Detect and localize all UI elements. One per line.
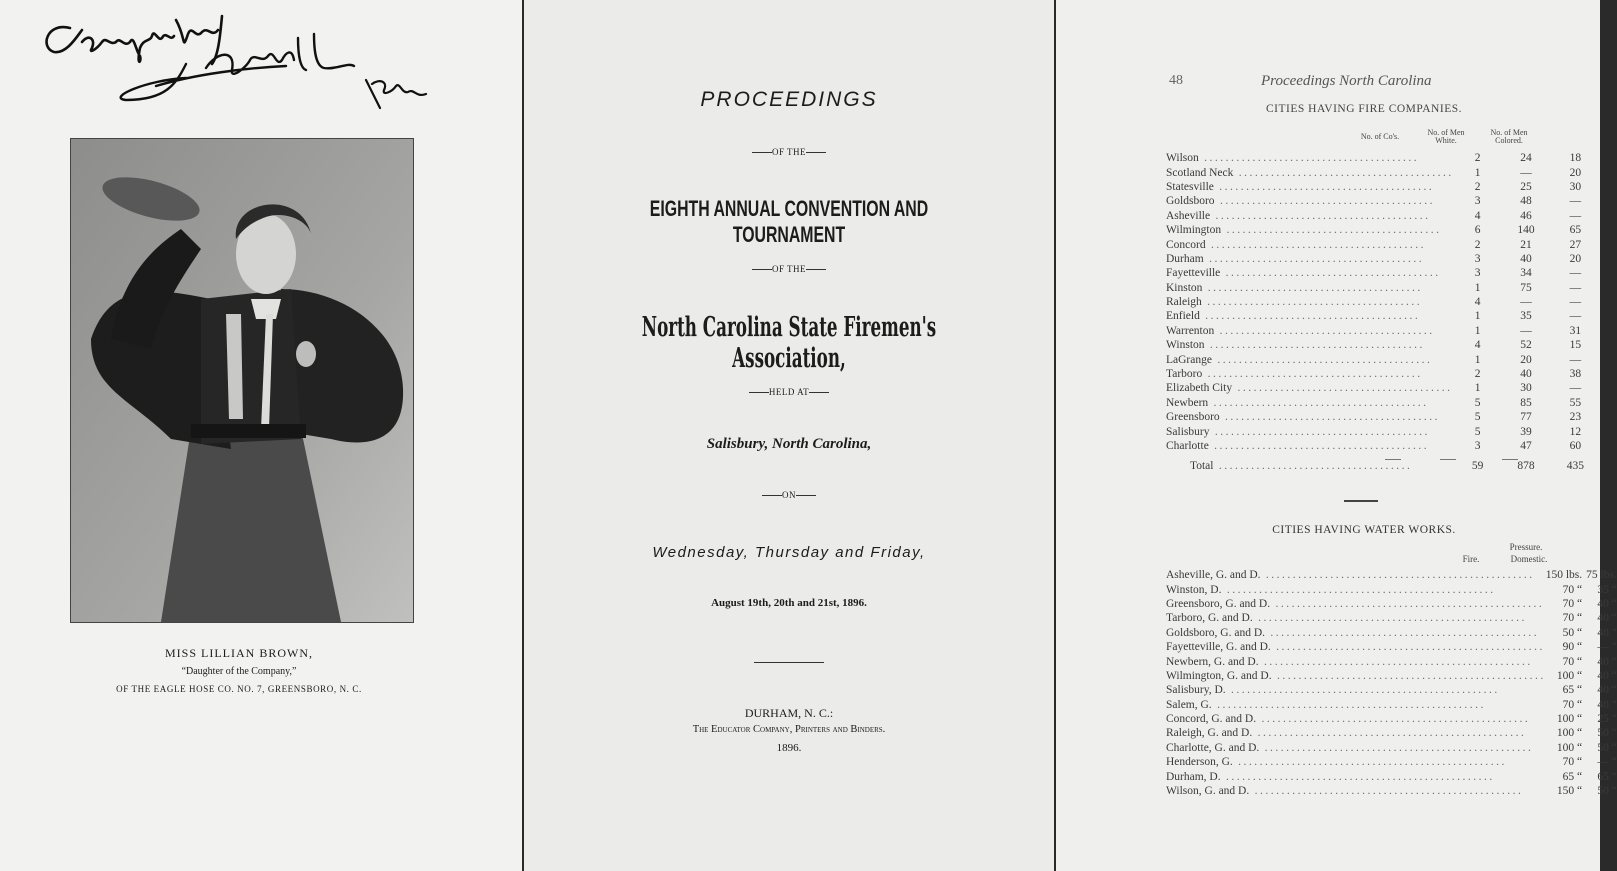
total-rule-white: [1440, 459, 1456, 460]
city-name: Newbern, G. and D.: [1166, 655, 1259, 668]
cell-white: 75: [1520, 281, 1532, 294]
cell-colored: 20: [1569, 166, 1582, 179]
cell-cos: 2: [1474, 238, 1481, 251]
cell-colored: —: [1569, 267, 1582, 280]
city-cell: [1166, 640, 1546, 654]
cell-colored: —: [1569, 296, 1582, 309]
city-cell: [1166, 582, 1546, 596]
cell-white: 24: [1520, 152, 1532, 165]
cell-white: 52: [1520, 339, 1532, 352]
cell-cos: 4: [1474, 296, 1481, 309]
domestic-pressure: 50 “: [1597, 741, 1617, 754]
leader-dots: ........................................: [1205, 238, 1426, 251]
cell-colored: 27: [1569, 238, 1582, 251]
total-rule-cos: [1385, 459, 1401, 460]
table-row: [1166, 769, 1617, 783]
cell-cos: 1: [1474, 353, 1481, 366]
leader-dots: ........................................: [1214, 324, 1435, 337]
table-row: [1166, 352, 1600, 366]
cell-colored: —: [1569, 281, 1582, 294]
fire-pressure: 150 “: [1556, 785, 1583, 798]
publisher-city: DURHAM, N. C.:: [744, 706, 834, 720]
table-row: [1166, 568, 1617, 582]
city-cell: [1166, 180, 1454, 194]
domestic-pressure: — “: [1597, 756, 1617, 769]
table-row: [1166, 396, 1600, 410]
city-name: Wilmington, G. and D.: [1166, 669, 1272, 682]
domestic-pressure: 40 “: [1597, 655, 1617, 668]
city-name: Fayetteville, G. and D.: [1166, 641, 1271, 654]
city-name: Charlotte, G. and D.: [1166, 741, 1260, 754]
leader-dots: ........................................: [1204, 339, 1425, 352]
leader-dots: ..................................................: [1252, 612, 1527, 625]
table-row: [1166, 209, 1600, 223]
city-cell: [1166, 252, 1454, 266]
cell-cos: 5: [1474, 396, 1481, 409]
city-cell: [1166, 309, 1454, 323]
fire-pressure: 70 “: [1562, 756, 1583, 769]
total-row: [1166, 459, 1600, 473]
header-men-colored: No. of Men Colored.: [1490, 128, 1528, 145]
leader-dots: ..................................................: [1259, 741, 1534, 754]
fire-pressure: 70 “: [1562, 612, 1583, 625]
cell-colored: 23: [1569, 411, 1582, 424]
city-name: Fayetteville: [1166, 267, 1221, 280]
cell-colored: 55: [1569, 396, 1582, 409]
city-name: Salem, G.: [1166, 698, 1212, 711]
table-row: [1166, 611, 1617, 625]
of-the-text-1: OF THE: [771, 147, 807, 157]
association-title: North Carolina State Firemen's Association,: [641, 312, 937, 374]
table-row: [1166, 324, 1600, 338]
frontispiece-page: [0, 0, 522, 871]
cell-cos: 5: [1474, 425, 1481, 438]
table-row: [1166, 309, 1600, 323]
cell-cos: 2: [1474, 180, 1481, 193]
convention-place: Salisbury, North Carolina,: [706, 436, 872, 452]
table-row: [1166, 582, 1617, 596]
leader-dots: ........................................: [1233, 166, 1454, 179]
table-row: [1166, 640, 1617, 654]
cell-colored: 65: [1569, 224, 1582, 237]
header-men-white: No. of Men White.: [1427, 128, 1465, 145]
cell-colored: —: [1569, 209, 1582, 222]
cell-colored: 31: [1569, 324, 1582, 337]
table-row: [1166, 223, 1600, 237]
city-cell: [1166, 396, 1454, 410]
running-title: Proceedings North Carolina: [1261, 73, 1432, 89]
separator-of-the-1: [524, 147, 1054, 157]
city-cell: [1166, 755, 1546, 769]
proceedings-heading: PROCEEDINGS: [700, 88, 878, 111]
cell-cos: 1: [1474, 382, 1481, 395]
city-name: Asheville: [1166, 209, 1211, 222]
city-cell: [1166, 194, 1454, 208]
header-domestic: Domestic.: [1510, 554, 1548, 564]
city-name: Tarboro: [1166, 368, 1203, 381]
city-cell: [1166, 424, 1454, 438]
total-label: Total: [1190, 460, 1214, 473]
publisher-year: 1896.: [776, 742, 802, 754]
fire-pressure: 100 “: [1556, 741, 1583, 754]
cell-white: 48: [1520, 195, 1532, 208]
cell-colored: —: [1569, 382, 1582, 395]
water-works-table: [1166, 568, 1617, 798]
city-cell: [1166, 352, 1454, 366]
leader-dots: ........................................: [1208, 396, 1429, 409]
cell-colored: 60: [1569, 440, 1582, 452]
title-page: [524, 0, 1054, 871]
city-cell: [1166, 769, 1546, 783]
city-name: Durham, D.: [1166, 770, 1221, 783]
header-pressure: Pressure.: [1509, 542, 1543, 552]
cell-colored: 18: [1569, 152, 1582, 165]
city-name: Kinston: [1166, 281, 1203, 294]
leader-dots: ..................................................: [1270, 597, 1545, 610]
city-name: Tarboro, G. and D.: [1166, 612, 1253, 625]
city-name: Wilson: [1166, 152, 1199, 165]
city-cell: [1166, 338, 1454, 352]
fire-pressure: 65 “: [1562, 684, 1583, 697]
total-rule-colored: [1502, 459, 1518, 460]
header-fire: Fire.: [1462, 554, 1480, 564]
publisher-name: The Educator Company, Printers and Binders.: [692, 724, 886, 735]
city-name: Salisbury, D.: [1166, 684, 1226, 697]
city-name: Asheville, G. and D.: [1166, 569, 1261, 582]
separator-of-the-2: [524, 264, 1054, 274]
fire-companies-heading: CITIES HAVING FIRE COMPANIES.: [1266, 103, 1462, 115]
fire-pressure: 70 “: [1562, 655, 1583, 668]
leader-dots: ........................................: [1201, 296, 1423, 309]
convention-days: Wednesday, Thursday and Friday,: [652, 544, 926, 561]
of-the-text-2: OF THE: [771, 264, 807, 274]
fire-pressure: 50 “: [1562, 626, 1583, 639]
table-row: [1166, 669, 1617, 683]
leader-dots: ........................................: [1199, 310, 1421, 323]
cell-white: 35: [1520, 310, 1532, 323]
city-cell: [1166, 209, 1454, 223]
leader-dots: ........................................: [1203, 252, 1425, 265]
table-row: [1166, 654, 1617, 668]
city-name: Wilmington: [1166, 224, 1222, 237]
cell-cos: 1: [1474, 310, 1481, 323]
leader-dots: ........................................: [1210, 209, 1431, 222]
city-name: LaGrange: [1166, 353, 1212, 366]
fire-pressure: 70 “: [1562, 597, 1583, 610]
cell-white: —: [1520, 324, 1532, 337]
cell-colored: 12: [1569, 425, 1582, 438]
city-name: Raleigh, G. and D.: [1166, 727, 1253, 740]
leader-dots: ..................................................: [1260, 569, 1535, 582]
fire-pressure: 70 “: [1562, 583, 1583, 596]
cell-cos: 2: [1474, 368, 1481, 381]
table-row: [1166, 712, 1617, 726]
leader-dots: ..................................................: [1270, 641, 1545, 654]
cell-white: 140: [1517, 224, 1535, 237]
cell-cos: 3: [1474, 195, 1481, 208]
city-cell: [1166, 741, 1546, 755]
city-cell: [1166, 266, 1454, 280]
cell-white: 20: [1520, 353, 1532, 366]
table-row: [1166, 194, 1600, 208]
table-row: [1166, 424, 1600, 438]
city-cell: [1166, 281, 1454, 295]
page-number: 48: [1169, 73, 1183, 88]
convention-title: EIGHTH ANNUAL CONVENTION AND TOURNAMENT: [649, 196, 929, 247]
table-row: [1166, 266, 1600, 280]
cell-white: —: [1520, 166, 1532, 179]
leader-dots: ..................................................: [1258, 655, 1533, 668]
city-name: Greensboro, G. and D.: [1166, 597, 1271, 610]
leader-dots: ........................................: [1198, 152, 1420, 165]
cell-colored: 20: [1569, 252, 1582, 265]
cell-colored: 38: [1569, 368, 1582, 381]
cell-colored: —: [1569, 195, 1582, 208]
table-row: [1166, 726, 1617, 740]
cell-white: 47: [1520, 440, 1532, 452]
leader-dots: ........................................: [1232, 382, 1453, 395]
leader-dots: ..................................................: [1225, 684, 1500, 697]
city-cell: [1166, 410, 1454, 424]
table-row: [1166, 597, 1617, 611]
city-name: Henderson, G.: [1166, 756, 1233, 769]
leader-dots: ........................................: [1213, 180, 1435, 193]
cell-white: 40: [1520, 368, 1532, 381]
section-divider: [1344, 500, 1378, 502]
city-cell: [1166, 626, 1546, 640]
table-row: [1166, 367, 1600, 381]
city-name: Concord: [1166, 238, 1206, 251]
city-name: Salisbury: [1166, 425, 1210, 438]
domestic-pressure: 40 “: [1597, 698, 1617, 711]
total-cell: [1166, 459, 1454, 473]
domestic-pressure: 75 lbs.: [1586, 569, 1617, 582]
city-name: Durham: [1166, 252, 1204, 265]
leader-dots: ..................................................: [1249, 785, 1524, 798]
separator-on: [524, 490, 1054, 500]
fire-pressure: 100 “: [1556, 727, 1583, 740]
cell-cos: 3: [1474, 440, 1481, 452]
city-cell: [1166, 784, 1546, 798]
city-cell: [1166, 611, 1546, 625]
header-cos: No. of Co's.: [1360, 132, 1400, 141]
city-cell: [1166, 324, 1454, 338]
cell-cos: 3: [1474, 267, 1481, 280]
domestic-pressure: 40 “: [1597, 669, 1617, 682]
city-name: Warrenton: [1166, 324, 1215, 337]
table-row: [1166, 683, 1617, 697]
leader-dots: ........................................: [1209, 425, 1430, 438]
city-name: Winston: [1166, 339, 1205, 352]
fire-companies-table: [1166, 151, 1600, 474]
domestic-pressure: 65 “: [1597, 770, 1617, 783]
domestic-pressure: 35 “: [1597, 583, 1617, 596]
leader-dots: ........................................: [1202, 281, 1423, 294]
cell-white: 34: [1520, 267, 1532, 280]
city-name: Enfield: [1166, 310, 1200, 323]
city-cell: [1166, 597, 1546, 611]
leader-dots: ..................................................: [1221, 583, 1496, 596]
table-row: [1166, 180, 1600, 194]
leader-dots: ........................................: [1202, 368, 1423, 381]
table-row: [1166, 295, 1600, 309]
city-name: Scotland Neck: [1166, 166, 1234, 179]
cell-colored: —: [1569, 353, 1582, 366]
cell-white: 85: [1520, 396, 1532, 409]
city-cell: [1166, 568, 1546, 582]
fire-pressure: 100 “: [1556, 713, 1583, 726]
domestic-pressure: — “: [1597, 641, 1617, 654]
table-row: [1166, 741, 1617, 755]
fire-pressure: 65 “: [1562, 770, 1583, 783]
cell-white: 46: [1520, 209, 1532, 222]
leader-dots: ..................................................: [1252, 727, 1527, 740]
city-name: Elizabeth City: [1166, 382, 1233, 395]
fire-pressure: 70 “: [1562, 698, 1583, 711]
cell-cos: 3: [1474, 252, 1481, 265]
table-row: [1166, 151, 1600, 165]
city-name: Charlotte: [1166, 440, 1209, 452]
table-row: [1166, 252, 1600, 266]
cell-cos: 4: [1474, 209, 1481, 222]
domestic-pressure: 50 “: [1597, 785, 1617, 798]
cell-white: 39: [1520, 425, 1532, 438]
ornament-divider: [524, 650, 1054, 668]
cell-white: 25: [1520, 180, 1532, 193]
city-cell: [1166, 381, 1454, 395]
table-row: [1166, 381, 1600, 395]
portrait-photo: [70, 138, 414, 623]
fire-pressure: 100 “: [1556, 669, 1583, 682]
city-name: Goldsboro: [1166, 195, 1215, 208]
separator-held-at: [524, 387, 1054, 397]
held-at-text: HELD AT: [768, 387, 810, 397]
cell-cos: 1: [1474, 281, 1481, 294]
leader-dots: ........................................: [1214, 195, 1435, 208]
total-cos: 59: [1471, 460, 1484, 473]
cell-cos: 2: [1474, 152, 1481, 165]
table-row: [1166, 698, 1617, 712]
city-cell: [1166, 237, 1454, 251]
table-row: [1166, 410, 1600, 424]
water-works-heading: CITIES HAVING WATER WORKS.: [1272, 524, 1456, 536]
domestic-pressure: 40 “: [1597, 684, 1617, 697]
caption-name: MISS LILLIAN BROWN,: [165, 646, 313, 660]
city-name: Statesville: [1166, 180, 1214, 193]
caption-company: OF THE EAGLE HOSE CO. NO. 7, GREENSBORO, N. C.: [116, 684, 362, 694]
cell-white: 77: [1520, 411, 1532, 424]
cell-colored: 15: [1569, 339, 1582, 352]
cell-cos: 1: [1474, 324, 1481, 337]
cell-cos: 1: [1474, 166, 1481, 179]
cell-white: 21: [1520, 238, 1532, 251]
cell-white: 40: [1520, 252, 1532, 265]
city-name: Winston, D.: [1166, 583, 1222, 596]
city-name: Raleigh: [1166, 296, 1202, 309]
leader-dots: ........................................: [1208, 440, 1430, 452]
city-name: Greensboro: [1166, 411, 1220, 424]
total-white: 878: [1517, 460, 1535, 473]
fire-pressure: 90 “: [1562, 641, 1583, 654]
city-name: Concord, G. and D.: [1166, 713, 1257, 726]
table-row: [1166, 439, 1600, 453]
leader-dots: ........................................: [1219, 411, 1441, 424]
domestic-pressure: 40 “: [1597, 626, 1617, 639]
statistics-page: [1056, 0, 1617, 871]
leader-dots: ..................................................: [1220, 770, 1495, 783]
portrait-illustration: [71, 139, 413, 622]
leader-dots: ..................................................: [1265, 626, 1540, 639]
cell-colored: —: [1569, 310, 1582, 323]
city-cell: [1166, 223, 1454, 237]
domestic-pressure: 40 “: [1597, 597, 1617, 610]
handwritten-signature: [36, 8, 456, 118]
cell-cos: 5: [1474, 411, 1481, 424]
table-row: [1166, 784, 1617, 798]
city-cell: [1166, 295, 1454, 309]
city-cell: [1166, 726, 1546, 740]
city-cell: [1166, 698, 1546, 712]
leader-dots: ..................................................: [1232, 756, 1507, 769]
fire-pressure: 150 lbs.: [1545, 569, 1583, 582]
on-text: ON: [782, 490, 796, 500]
city-name: Newbern: [1166, 396, 1209, 409]
total-colored: 435: [1566, 460, 1584, 473]
cell-white: 30: [1520, 382, 1532, 395]
convention-dates: August 19th, 20th and 21st, 1896.: [711, 597, 867, 609]
city-name: Wilson, G. and D.: [1166, 785, 1250, 798]
caption-role: “Daughter of the Company,”: [181, 666, 297, 677]
table-row: [1166, 165, 1600, 179]
cell-white: —: [1520, 296, 1532, 309]
city-cell: [1166, 669, 1546, 683]
leader-dots: ....................................: [1213, 460, 1413, 473]
table-row: [1166, 755, 1617, 769]
city-cell: [1166, 683, 1546, 697]
domestic-pressure: 25 “: [1597, 713, 1617, 726]
city-cell: [1166, 367, 1454, 381]
leader-dots: ........................................: [1211, 353, 1433, 366]
domestic-pressure: 40 “: [1597, 612, 1617, 625]
city-cell: [1166, 151, 1454, 165]
cell-cos: 4: [1474, 339, 1481, 352]
leader-dots: ..................................................: [1256, 713, 1531, 726]
city-cell: [1166, 654, 1546, 668]
leader-dots: ........................................: [1221, 224, 1442, 237]
leader-dots: ..................................................: [1271, 669, 1546, 682]
table-row: [1166, 237, 1600, 251]
city-name: Goldsboro, G. and D.: [1166, 626, 1266, 639]
cell-cos: 6: [1474, 224, 1481, 237]
leader-dots: ........................................: [1220, 267, 1441, 280]
city-cell: [1166, 712, 1546, 726]
table-row: [1166, 626, 1617, 640]
table-row: [1166, 281, 1600, 295]
table-row: [1166, 338, 1600, 352]
city-cell: [1166, 165, 1454, 179]
leader-dots: ..................................................: [1211, 698, 1486, 711]
city-cell: [1166, 439, 1454, 453]
cell-colored: 30: [1569, 180, 1582, 193]
domestic-pressure: 50 “: [1597, 727, 1617, 740]
